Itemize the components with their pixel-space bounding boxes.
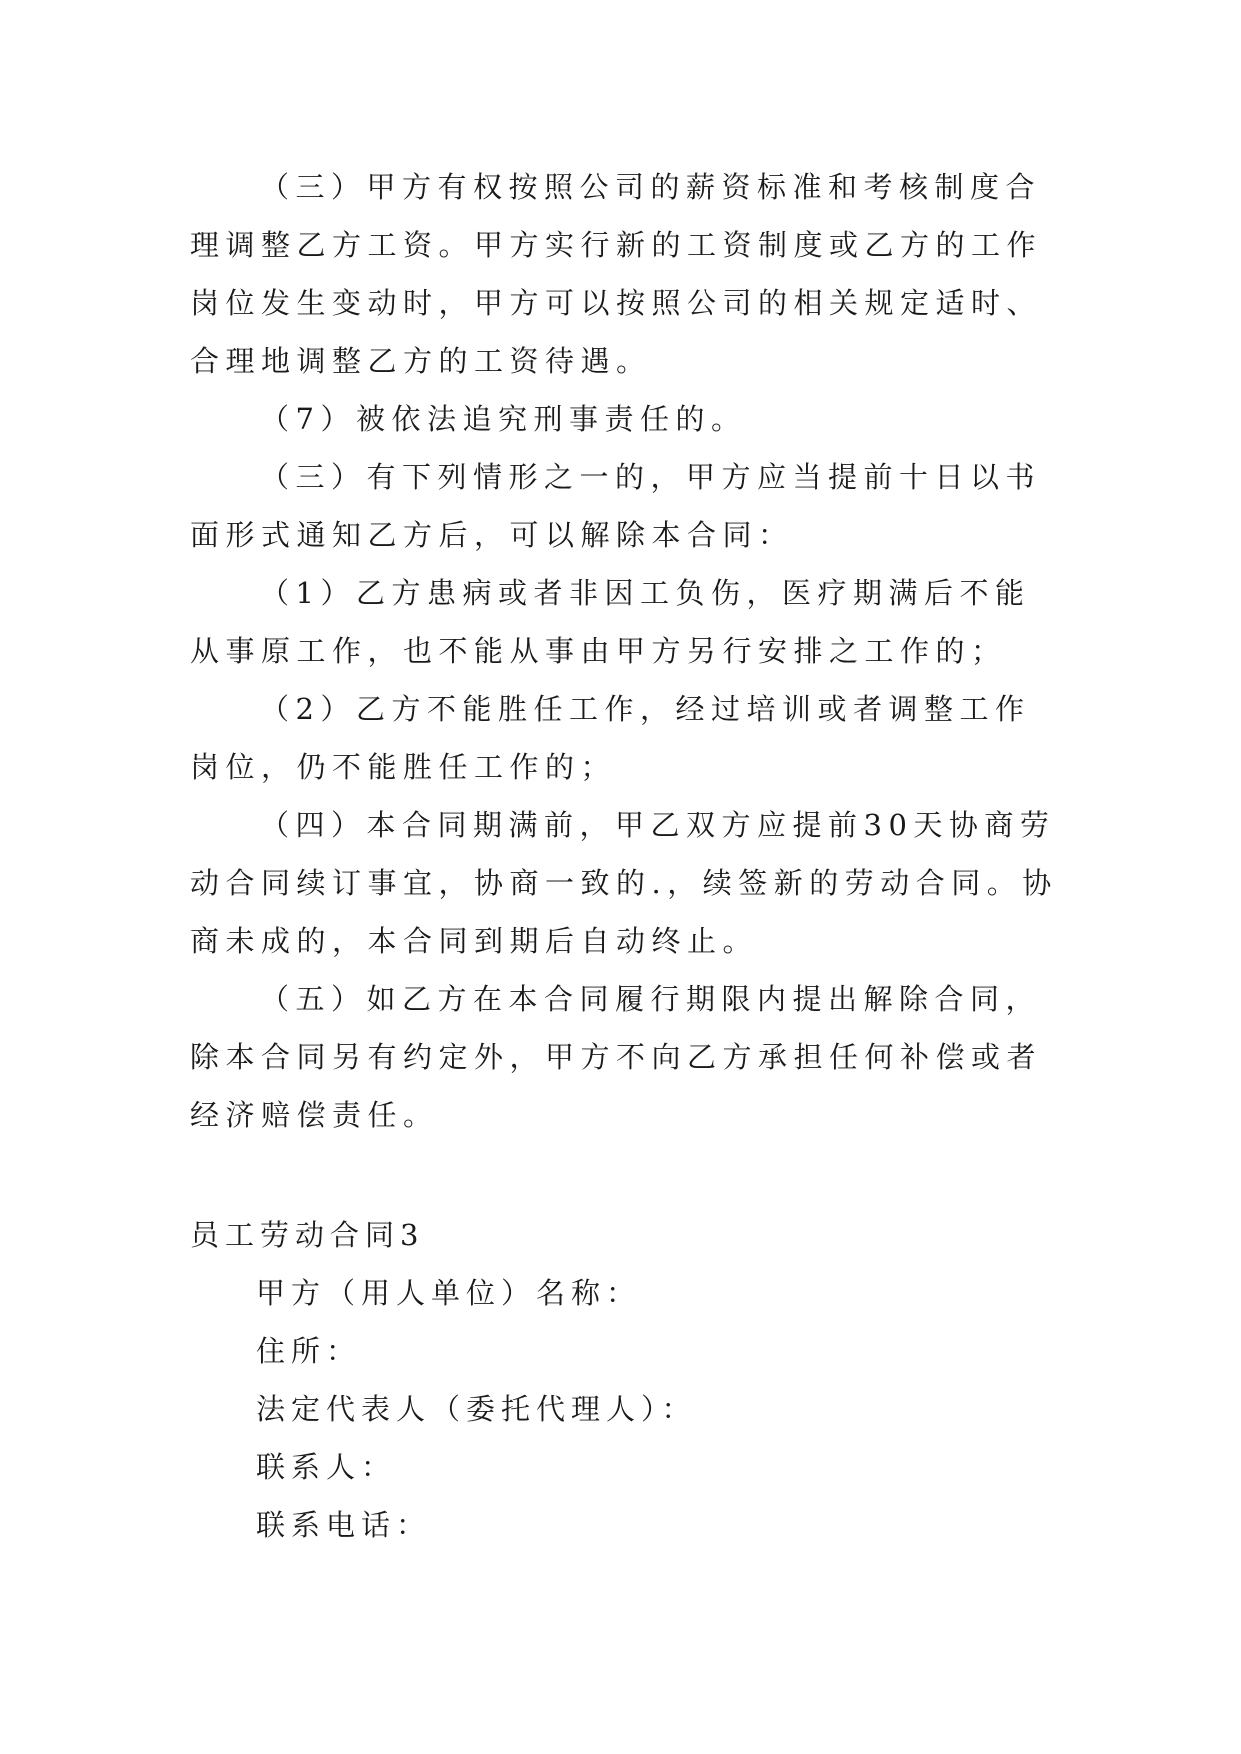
clause-criminal-liability: （7）被依法追究刑事责任的。 <box>260 402 747 436</box>
clause-notice-termination: （三）有下列情形之一的，甲方应当提前十日以书面形式通知乙方后，可以解除本合同： <box>190 460 1042 552</box>
clause-employee-termination: （五）如乙方在本合同履行期限内提出解除合同，除本合同另有约定外，甲方不向乙方承担任何补偿或者经济赔偿责任。 <box>190 982 1043 1132</box>
field-address: 住所： <box>256 1334 362 1368</box>
field-contact-person: 联系人： <box>256 1450 397 1484</box>
field-legal-representative: 法定代表人（委托代理人）： <box>256 1392 697 1426</box>
section-title: 员工劳动合同3 <box>190 1218 425 1252</box>
document-body <box>190 158 1060 1554</box>
clause-salary-adjustment: （三）甲方有权按照公司的薪资标准和考核制度合理调整乙方工资。甲方实行新的工资制度或乙方的工作岗位发生变动时，甲方可以按照公司的相关规定适时、合理地调整乙方的工资待遇。 <box>190 170 1043 378</box>
field-contact-phone: 联系电话： <box>256 1508 432 1542</box>
clause-illness-injury: （1）乙方患病或者非因工负伤，医疗期满后不能从事原工作，也不能从事由甲方另行安排之工作的； <box>190 576 1031 668</box>
clause-contract-renewal: （四）本合同期满前，甲乙双方应提前30天协商劳动合同续订事宜，协商一致的.，续签新的劳动合同。协商未成的，本合同到期后自动终止。 <box>190 808 1058 958</box>
clause-incompetence: （2）乙方不能胜任工作，经过培训或者调整工作岗位，仍不能胜任工作的； <box>190 692 1031 784</box>
field-employer-name: 甲方（用人单位）名称： <box>256 1276 642 1310</box>
